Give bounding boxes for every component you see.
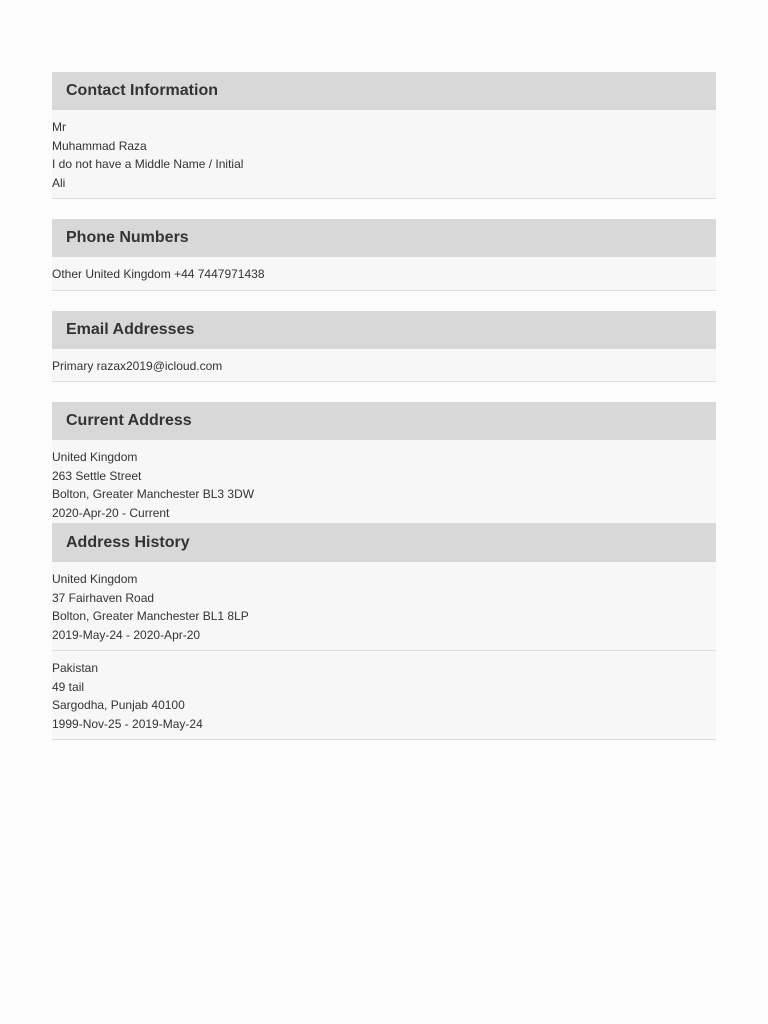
profile-summary [52,72,716,740]
email-addresses-body [52,349,716,383]
address-country: United Kingdom [52,450,138,464]
address-history-entry [52,562,716,651]
middle-name-value: I do not have a Middle Name / Initial [52,157,244,171]
address-history-header: Address History [52,524,716,562]
email-value: Primary razax2019@icloud.com [52,358,223,373]
section-gap [52,382,716,402]
current-address-section [52,402,716,524]
section-gap [52,199,716,219]
phone-block [52,257,716,291]
contact-information-header: Contact Information [52,72,716,110]
email-addresses-section [52,311,716,383]
email-addresses-header: Email Addresses [52,311,716,349]
address-street: 37 Fairhaven Road [52,590,155,605]
phone-numbers-section [52,219,716,291]
address-street: 263 Settle Street [52,468,142,483]
address-city: Sargodha, Punjab 40100 [52,698,185,712]
current-address-header: Current Address [52,402,716,440]
current-address-block [52,440,716,524]
address-history-body [52,562,716,740]
email-block [52,349,716,383]
address-country: Pakistan [52,661,99,675]
address-city: Bolton, Greater Manchester BL3 3DW [52,487,255,501]
contact-block [52,110,716,199]
address-country: United Kingdom [52,572,138,586]
address-dates: 2020-Apr-20 - Current [52,505,170,520]
contact-information-section [52,72,716,199]
title-value: Mr [52,120,66,134]
surname-value: Ali [52,175,66,190]
section-gap [52,291,716,311]
address-history-entry [52,651,716,740]
address-city: Bolton, Greater Manchester BL1 8LP [52,609,249,623]
address-dates: 1999-Nov-25 - 2019-May-24 [52,716,203,731]
phone-numbers-header: Phone Numbers [52,219,716,257]
phone-numbers-body [52,257,716,291]
contact-information-body [52,110,716,199]
phone-number-value: Other United Kingdom +44 7447971438 [52,267,265,281]
address-dates: 2019-May-24 - 2020-Apr-20 [52,627,201,642]
full-name-value: Muhammad Raza [52,138,147,153]
current-address-body [52,440,716,524]
address-street: 49 tail [52,679,85,694]
address-history-section [52,524,716,740]
